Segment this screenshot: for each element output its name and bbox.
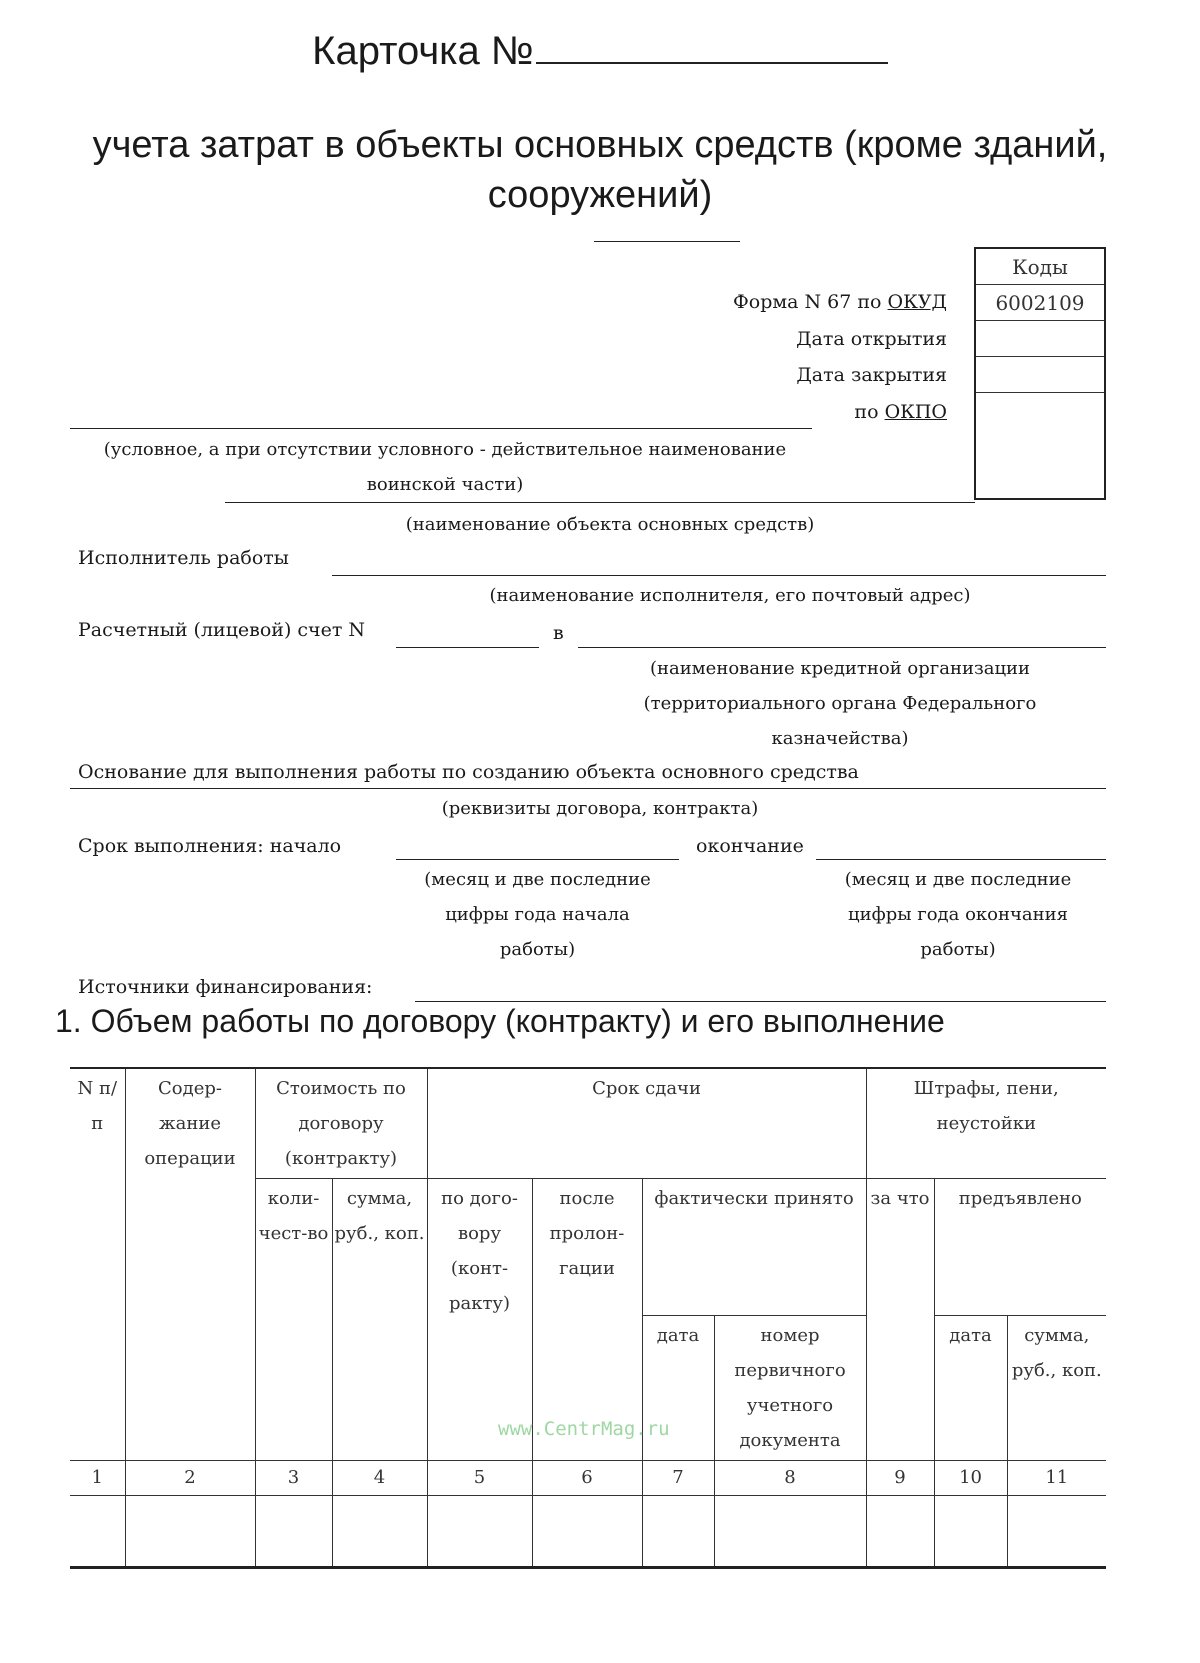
okpo-prefix: по bbox=[854, 401, 885, 423]
document-title: учета затрат в объекты основных средств (кроме зданий, сооружений) bbox=[92, 124, 1108, 216]
funding-line[interactable] bbox=[415, 1001, 1106, 1002]
col-header-presented-date: дата bbox=[934, 1316, 1007, 1461]
col-number-cell: 10 bbox=[934, 1461, 1007, 1496]
col-number-cell: 11 bbox=[1007, 1461, 1106, 1496]
col-header-content: Содер-жание операции bbox=[125, 1068, 255, 1461]
bank-name-line[interactable] bbox=[578, 647, 1106, 648]
card-number-label: Карточка № bbox=[312, 29, 534, 73]
unit-name-line[interactable] bbox=[70, 428, 812, 429]
table-row bbox=[70, 1496, 1106, 1568]
col-header-doc-number: номер первичного учетного документа bbox=[714, 1316, 866, 1461]
executor-line[interactable] bbox=[332, 575, 1106, 576]
term-end-caption: (месяц и две последние цифры года окончания работы) bbox=[844, 869, 1072, 960]
term-end-label: окончание bbox=[696, 835, 804, 857]
table-cell[interactable] bbox=[427, 1496, 532, 1568]
watermark: www.CentrMag.ru bbox=[498, 1418, 670, 1440]
col-header-actually-accepted: фактически принято bbox=[642, 1179, 866, 1316]
term-end-line[interactable] bbox=[816, 859, 1106, 860]
okpo-label bbox=[854, 401, 947, 423]
basis-line[interactable] bbox=[70, 788, 1106, 789]
okpo-code-cell[interactable] bbox=[975, 393, 1105, 500]
form-number-text: Форма N 67 по bbox=[732, 291, 888, 313]
account-label: Расчетный (лицевой) счет N bbox=[78, 619, 366, 641]
form-okud-label bbox=[733, 291, 947, 313]
col-number-cell: 8 bbox=[714, 1461, 866, 1496]
table-cell[interactable] bbox=[332, 1496, 427, 1568]
table-cell[interactable] bbox=[642, 1496, 714, 1568]
col-number-cell: 7 bbox=[642, 1461, 714, 1496]
object-name-caption: (наименование объекта основных средств) bbox=[405, 514, 815, 535]
codes-table bbox=[974, 247, 1106, 500]
col-number-cell: 3 bbox=[255, 1461, 332, 1496]
term-start-line[interactable] bbox=[396, 859, 679, 860]
account-in-label: в bbox=[553, 622, 564, 644]
col-header-after-extension: после пролон-гации bbox=[532, 1179, 642, 1461]
col-number-cell: 1 bbox=[70, 1461, 125, 1496]
okud-code-cell: 6002109 bbox=[975, 285, 1105, 321]
card-number-title bbox=[0, 28, 1200, 74]
col-header-delivery-term: Срок сдачи bbox=[427, 1068, 866, 1179]
table-cell[interactable] bbox=[532, 1496, 642, 1568]
col-header-cost-sum: сумма, руб., коп. bbox=[332, 1179, 427, 1461]
col-number-cell: 5 bbox=[427, 1461, 532, 1496]
col-header-for-what: за что bbox=[866, 1179, 934, 1461]
col-header-quantity: коли-чест-во bbox=[255, 1179, 332, 1461]
codes-header: Коды bbox=[975, 248, 1105, 285]
table-cell[interactable] bbox=[70, 1496, 125, 1568]
col-header-accepted-date: дата bbox=[642, 1316, 714, 1461]
okpo-link: ОКПО bbox=[884, 401, 947, 423]
table-cell[interactable] bbox=[125, 1496, 255, 1568]
col-number-cell: 4 bbox=[332, 1461, 427, 1496]
open-date-label: Дата открытия bbox=[796, 328, 947, 350]
col-header-presented-sum: сумма, руб., коп. bbox=[1007, 1316, 1106, 1461]
executor-label: Исполнитель работы bbox=[78, 547, 289, 569]
col-number-cell: 9 bbox=[866, 1461, 934, 1496]
col-header-by-contract: по дого-вору (конт-ракту) bbox=[427, 1179, 532, 1461]
work-volume-table bbox=[70, 1067, 1106, 1569]
executor-caption: (наименование исполнителя, его почтовый адрес) bbox=[489, 585, 971, 606]
col-header-fines: Штрафы, пени, неустойки bbox=[866, 1068, 1106, 1179]
open-date-cell[interactable] bbox=[975, 321, 1105, 357]
table-cell[interactable] bbox=[934, 1496, 1007, 1568]
term-start-caption: (месяц и две последние цифры года начала работы) bbox=[424, 869, 651, 960]
section-1-heading: 1. Объем работы по договору (контракту) и его выполнение bbox=[55, 1003, 945, 1039]
title-underline bbox=[594, 241, 740, 242]
table-cell[interactable] bbox=[714, 1496, 866, 1568]
card-number-blank[interactable] bbox=[536, 28, 888, 64]
basis-caption: (реквизиты договора, контракта) bbox=[441, 798, 759, 819]
funding-label: Источники финансирования: bbox=[78, 976, 373, 998]
col-header-contract-cost: Стоимость по договору (контракту) bbox=[255, 1068, 427, 1179]
col-header-presented: предъявлено bbox=[934, 1179, 1106, 1316]
close-date-label: Дата закрытия bbox=[796, 364, 947, 386]
bank-caption: (наименование кредитной организации (территориального органа Федерального казначейства) bbox=[643, 658, 1037, 749]
object-name-line[interactable] bbox=[225, 502, 975, 503]
basis-label: Основание для выполнения работы по созданию объекта основного средства bbox=[78, 761, 859, 783]
term-start-label: Срок выполнения: начало bbox=[78, 835, 342, 857]
table-cell[interactable] bbox=[255, 1496, 332, 1568]
table-cell[interactable] bbox=[1007, 1496, 1106, 1568]
okud-link: ОКУД bbox=[887, 291, 947, 313]
col-number-cell: 6 bbox=[532, 1461, 642, 1496]
col-number-cell: 2 bbox=[125, 1461, 255, 1496]
col-header-number: N п/п bbox=[70, 1068, 125, 1461]
table-cell[interactable] bbox=[866, 1496, 934, 1568]
account-number-line[interactable] bbox=[396, 647, 539, 648]
close-date-cell[interactable] bbox=[975, 357, 1105, 393]
unit-name-caption: (условное, а при отсутствии условного - действительное наименование воинской части) bbox=[103, 439, 787, 495]
